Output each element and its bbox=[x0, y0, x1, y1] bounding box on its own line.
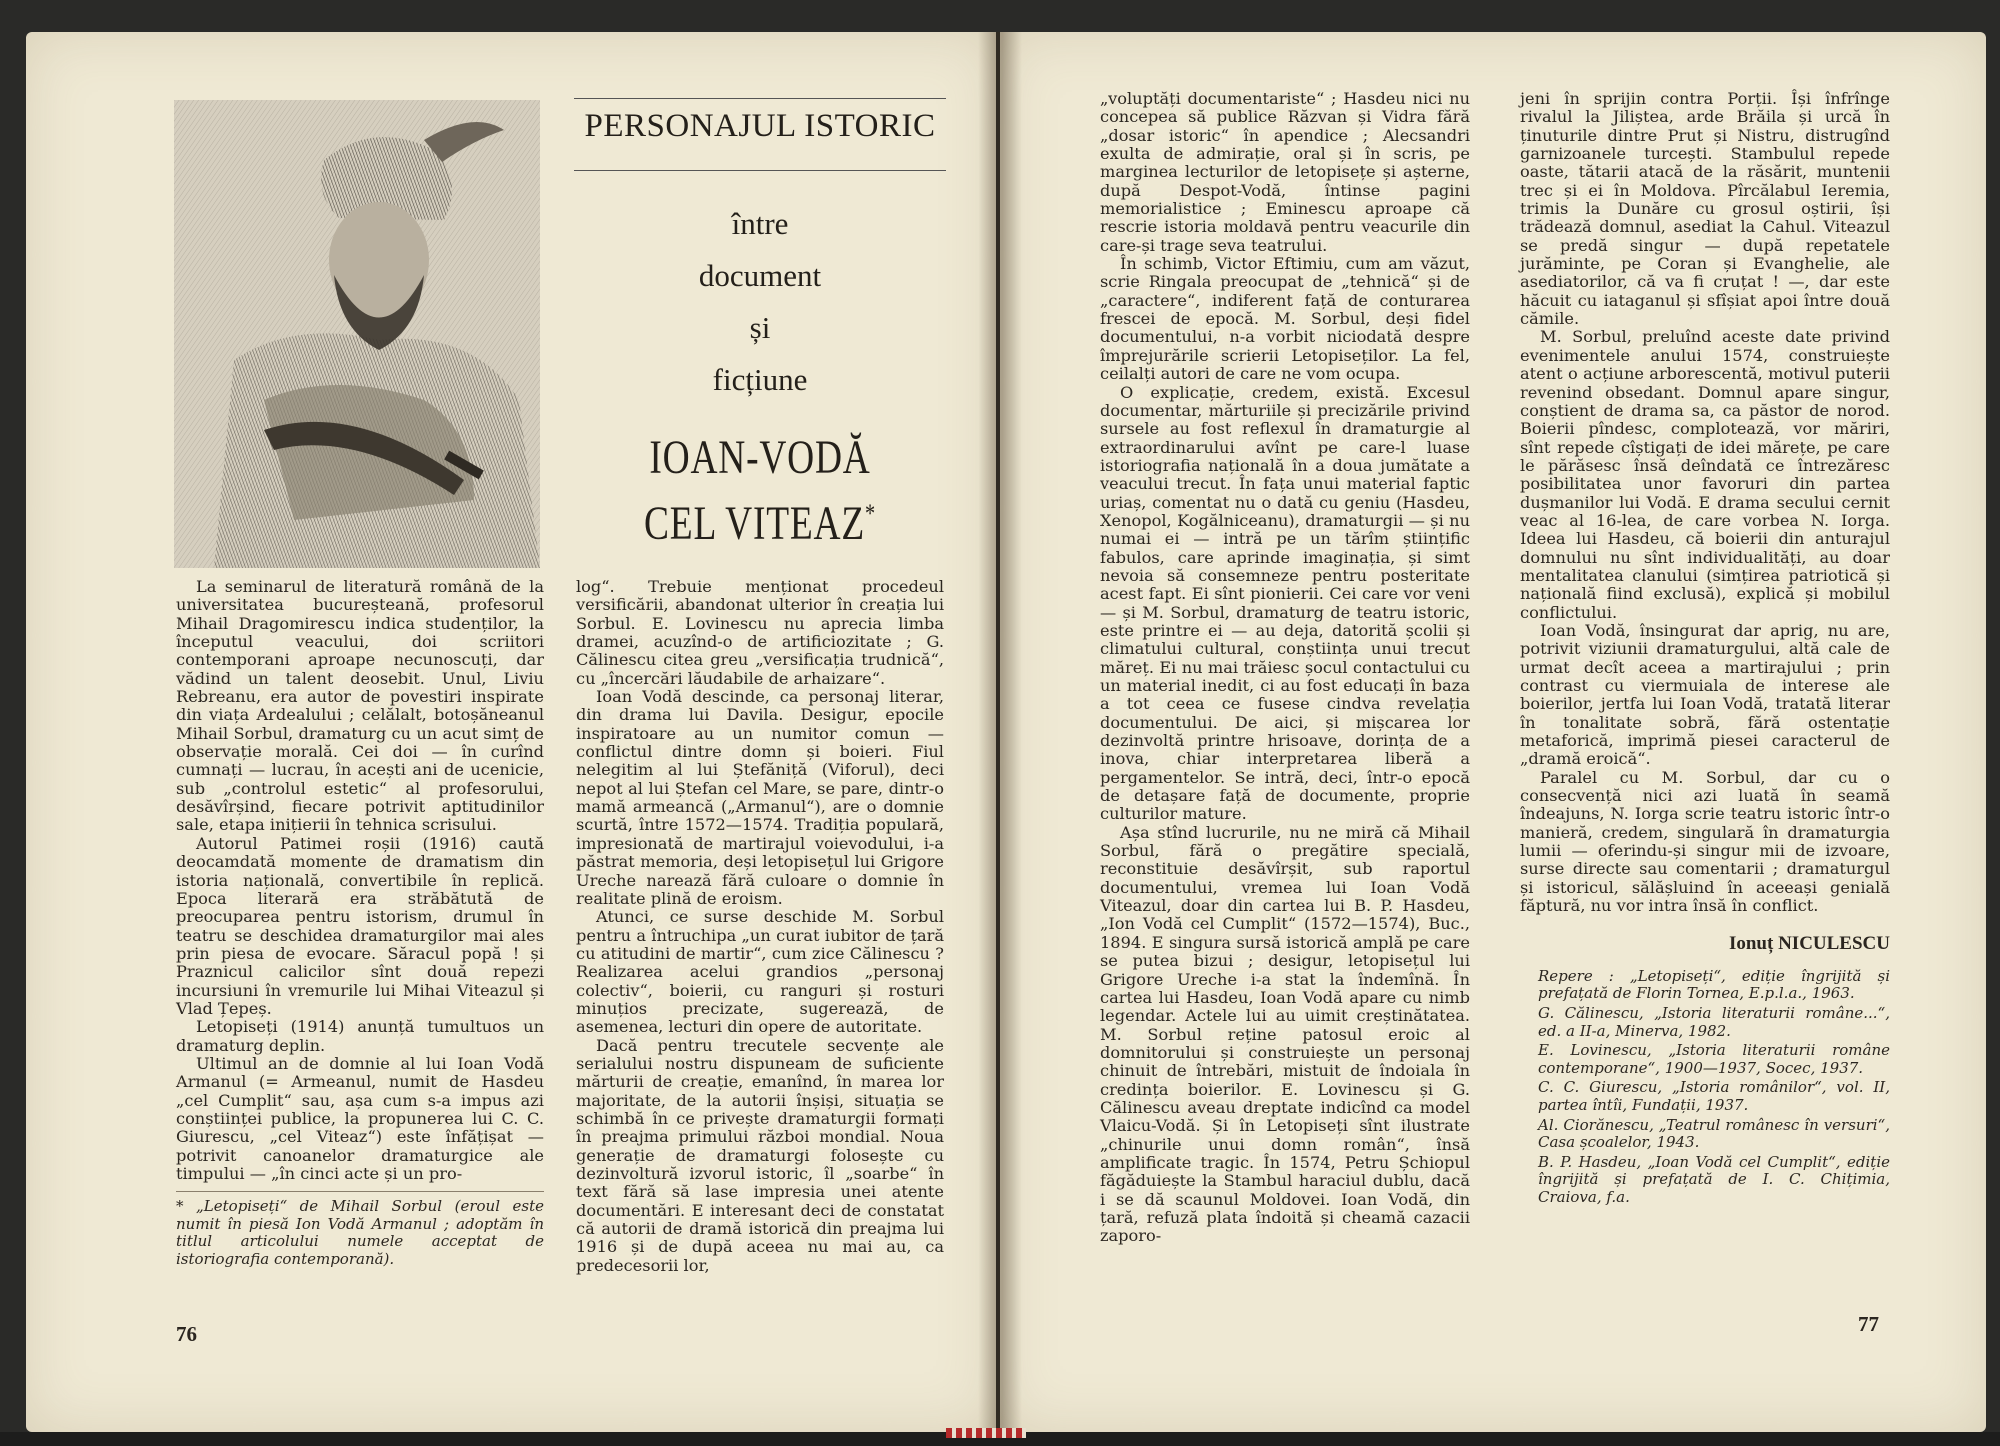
paragraph: log“. Trebuie menționat procedeul versificării, abandonat ulterior în creația lui Sorbul. E. Lovinescu nu aprecia limba dramei, acuzînd-o de artificiozitate ; G. Călinescu citea greu „versificația trudnică“, cu „încercări lăudabile de arhaizare“. bbox=[576, 577, 944, 688]
paragraph: La seminarul de literatură română de la universitatea bucureșteană, profesorul Mihail Dragomirescu indica studenților, la începutul veacului, doi scriitori contemporani aproape necunoscuți, dar vădind un talent deosebit. Unul, Liviu Rebreanu, era autor de povestiri inspirate din viața Ardealului ; celălalt, botoșăneanul Mihail Sorbul, dramaturg cu un acut simț de observație morală. Cei doi — în curînd cumnați — lucrau, în acești ani de ucenicie, sub „controlul estetic“ al profesorului, desăvîrșind, fiecare potrivit aptitudinilor sale, etapa inițierii în tehnica scrisului. bbox=[176, 577, 544, 835]
paragraph: Ultimul an de domnie al lui Ioan Vodă Armanul (= Armeanul, numit de Hasdeu „cel Cumplit“ sau, așa cum s-a impus azi conștiinței publice, la propunerea lui C. C. Giurescu, „cel Viteaz“) este înfățișat — potrivit canoanelor dramaturgice ale timpului — „în cinci acte și un pro- bbox=[176, 1053, 544, 1183]
reference-item: E. Lovinescu, „Istoria literaturii române contemporane“, 1900—1937, Socec, 1937. bbox=[1538, 1041, 1890, 1077]
footnote: * „Letopiseți“ de Mihail Sorbul (eroul este numit în piesă Ion Vodă Armanul ; adoptăm în titlul articolului numele acceptat de istoriografia contemporană). bbox=[176, 1191, 544, 1268]
reference-item: Al. Ciorănescu, „Teatrul românesc în versuri“, Casa școalelor, 1943. bbox=[1538, 1115, 1890, 1152]
paragraph: Autorul Patimei roșii (1916) caută deocamdată momente de dramatism din istoria națională, convertibile în replică. Epoca literară era străbătută de preocuparea pentru istorism, drumul în teatru se deschidea dramaturgilor mai ales prin piesa de evocare. Săracul popă ! și Praznicul calicilor sînt două repezi incursiuni în vremurile lui Mihai Viteazul și Vlad Țepeș. bbox=[176, 833, 544, 1018]
title-asterisk: * bbox=[865, 499, 876, 528]
title-line-3: și bbox=[749, 310, 771, 345]
paragraph: Atunci, ce surse deschide M. Sorbul pentru a întruchipa „un curat iubitor de țară cu atitudini de martir“, cum zice Călinescu ? Realizarea acelui grandios „personaj colectiv“, boierii, cu ranguri și rosturi minuțios precizate, sugerează, de asemenea, lecturi din opere de autoritate. bbox=[576, 907, 944, 1037]
left-column-1 bbox=[176, 578, 544, 1268]
left-column-2 bbox=[576, 578, 944, 1275]
main-title-line-1: IOAN-VODĂ bbox=[649, 431, 871, 484]
paragraph: M. Sorbul, preluînd aceste date privind evenimentele anului 1574, construiește atent o acțiune arborescentă, motivul puterii revenind obsedant. Domnul apare singur, conștient de drama sa, ca păstor de norod. Boierii pîndesc, complotează, vor măriri, sînt repede cîștigați de idei mărețe, pe care le părăsesc însă deîndată ce întrezăresc posibilitatea unor favoruri din partea dușmanilor lui Vodă. E drama secului cernit veac al 16-lea, de care vorbea N. Iorga. Ideea lui Hasdeu, că boierii din anturajul domnului nu sînt individualități, au doar mentalitatea clanului (simțirea patriotică și națională fiind exclusă), explică și mobilul conflictului. bbox=[1520, 327, 1890, 622]
title-line-2: document bbox=[698, 258, 822, 293]
reference-item: C. C. Giurescu, „Istoria românilor“, vol. II, partea întîi, Fundații, 1937. bbox=[1538, 1078, 1890, 1114]
references-list bbox=[1520, 968, 1890, 1207]
paragraph: Paralel cu M. Sorbul, dar cu o consecvență nici azi luată în seamă îndeajuns, N. Iorga scrie teatru istoric într-o manieră, credem, singulară în dramaturgia lumii — oferindu-și singur mii de izvoare, surse directe sau comentarii ; dramaturgul și istoricul, sălășluind în aceeași genială făptură, nu vor intra însă în conflict. bbox=[1520, 767, 1890, 916]
header-rule-bottom bbox=[574, 170, 946, 171]
main-title-line-2-text: CEL VITEAZ bbox=[644, 497, 866, 550]
paragraph: Letopiseți (1914) anunță tumultuos un dramaturg deplin. bbox=[176, 1017, 544, 1055]
reference-item: Repere : „Letopiseți“, ediție îngrijită și prefațată de Florin Tornea, E.p.l.a., 1963. bbox=[1538, 966, 1890, 1003]
page-number-left: 76 bbox=[176, 1322, 197, 1346]
author-signature: Ionuț NICULESCU bbox=[1728, 933, 1890, 955]
main-title-line-2 bbox=[615, 496, 905, 551]
reference-item: G. Călinescu, „Istoria literaturii române...“, ed. a II-a, Minerva, 1982. bbox=[1538, 1004, 1890, 1040]
title-line-4: ficțiune bbox=[712, 362, 808, 397]
paragraph: Dacă pentru trecutele secvențe ale serialului nostru dispuneam de suficiente mărturii de creație, emanînd, în marea lor majoritate, de la autorii înșiși, situația se schimbă în ce privește dramaturgii formați în preajma primului război mondial. Noua generație de dramaturgi folosește cu dezinvoltură izvorul istoric, îl „soarbe“ în text fără să lase impresia unei atente documentări. E interesant deci de constatat că autorii de dramă istorică din preajma lui 1916 și de după aceea nu mai au, ca predecesorii lor, bbox=[576, 1035, 944, 1275]
paragraph: O explicație, credem, există. Excesul documentar, mărturiile și precizările privind sursele au fost reflexul în dramaturgie al extraordinarului avînt pe care-l luase istoriografia națională în a doua jumătate a veacului trecut. În fața unui material faptic uriaș, comentat nu o dată cu geniu (Hasdeu, Xenopol, Kogălniceanu), dramaturgii — și nu numai ei — intră pe un tărîm științific fabulos, care aprinde imaginația, și simt nevoia să consemneze pentru posteritate acest fapt. Ei sînt pionierii. Cei care vor veni — și M. Sorbul, dramaturg de teatru istoric, este printre ei — au deja, datorită școlii și climatului cultural, conștiința unui trecut măreț. Ei nu mai trăiesc șocul contactului cu un material inedit, ci au fost educați în baza a tot ceea ce fusese cindva revelația documentului. De aici, și mișcarea lor dezinvoltă printre hrisoave, dorința de a inova, chiar interpretarea liberă a pergamentelor. Se intră, deci, într-o epocă de detașare față de documente, proprie culturilor mature. bbox=[1100, 382, 1470, 824]
paragraph: „voluptăți documentariste“ ; Hasdeu nici nu concepea să publice Răzvan și Vidra fără „dosar istoric“ în apendice ; Alecsandri exulta de admirație, oral și în scris, pe marginea lecturilor de letopisețe și așterne, după Despot-Vodă, întinse pagini memorialistice ; Eminescu aproape că rescrie istoria moldavă pentru veacurile din care-și trage seva teatrului. bbox=[1100, 89, 1470, 255]
title-line-1: între bbox=[731, 206, 789, 241]
section-header: PERSONAJUL ISTORIC bbox=[584, 108, 936, 144]
right-column-2 bbox=[1520, 90, 1890, 1209]
paragraph: Ioan Vodă descinde, ca personaj literar, din drama lui Davila. Desigur, epocile inspiratoare au un numitor comun — conflictul dintre domn și boieri. Fiul nelegitim al lui Ștefăniță (Viforul), deci nepot al lui Ștefan cel Mare, se pare, dintr-o mamă armeancă („Armanul“), are o domnie scurtă, între 1572—1574. Tradiția populară, impresionată de martirajul voievodului, i-a păstrat memoria, deși letopisețul lui Grigore Ureche narează fără culoare o domnie în realitate plină de eroism. bbox=[576, 687, 944, 908]
header-rule-top bbox=[574, 98, 946, 99]
paragraph: Așa stînd lucrurile, nu ne miră că Mihail Sorbul, fără o pregătire specială, reconstituie desăvîrșit, sub raportul documentului, vremea lui Ioan Vodă Viteazul, doar din cartea lui B. P. Hasdeu, „Ion Vodă cel Cumplit“ (1572—1574), Buc., 1894. E singura sursă istorică amplă pe care se putea bizui ; desigur, letopisețul lui Grigore Ureche i-a stat la îndemînă. În cartea lui Hasdeu, Ioan Vodă apare cu nimb legendar. Actele lui au uimit creștinătatea. M. Sorbul reține patosul eroic al domnitorului și construiește un personaj chinuit de întrebări, mistuit de îndoiala în credința boierilor. E. Lovinescu și G. Călinescu aveau dreptate indicînd ca model Vlaicu-Vodă. Și în Letopiseți sînt ilustrate „chinurile unui domn român“, însă amplificate tragic. În 1574, Petru Șchiopul făgăduiește la Stambul haraciul dublu, dacă i se dă scaunul Moldovei. Ioan Vodă, din țară, refuză plata îndoită și cheamă cazacii zaporo- bbox=[1100, 822, 1470, 1246]
right-column-1 bbox=[1100, 90, 1470, 1246]
binding-thread bbox=[946, 1428, 1026, 1438]
paragraph: Ioan Vodă, însingurat dar aprig, nu are, potrivit viziunii dramaturgului, altă cale de urmat decît aceea a martirajului ; prin contrast cu viermuiala de interese ale boierilor, jertfa lui Ioan Vodă, tratată literar în tonalitate sobră, fără ostentație metaforică, imprimă piesei caracterul de „dramă eroică“. bbox=[1520, 620, 1890, 769]
engraved-portrait-icon bbox=[174, 100, 540, 568]
portrait-illustration bbox=[174, 100, 540, 568]
paragraph: În schimb, Victor Eftimiu, cum am văzut, scrie Ringala preocupat de „tehnică“ și de „caractere“, indiferent față de conturarea frescei de epocă. M. Sorbul, deși fidel documentului, n-a vorbit niciodată despre împrejurările scrierii Letopiseților. La fel, ceilalți autori de care ne vom ocupa. bbox=[1100, 254, 1470, 384]
reference-item: B. P. Hasdeu, „Ioan Vodă cel Cumplit“, ediție îngrijită și prefațată de I. C. Chițimia, Craiova, f.a. bbox=[1538, 1152, 1890, 1206]
paragraph: jeni în sprijin contra Porții. Își înfrînge rivalul la Jiliștea, arde Brăila și urcă în ținuturile dintre Prut și Nistru, distrugînd garnizoanele turcești. Stambulul repede oaste, tătarii atacă de la răsărit, muntenii trec și ei în Moldova. Pîrcălabul Ieremia, trimis la Dunăre cu grosul oștirii, își trădează domnul, asediat la Cahul. Viteazul se predă singur — după repetatele jurăminte, pe Coran și Evanghelie, ale asediatorilor, că va fi cruțat ! —, dar este hăcuit cu iataganul și sfîșiat apoi între două cămile. bbox=[1520, 89, 1890, 329]
page-number-right: 77 bbox=[1858, 1312, 1879, 1336]
book-gutter bbox=[978, 32, 1022, 1432]
